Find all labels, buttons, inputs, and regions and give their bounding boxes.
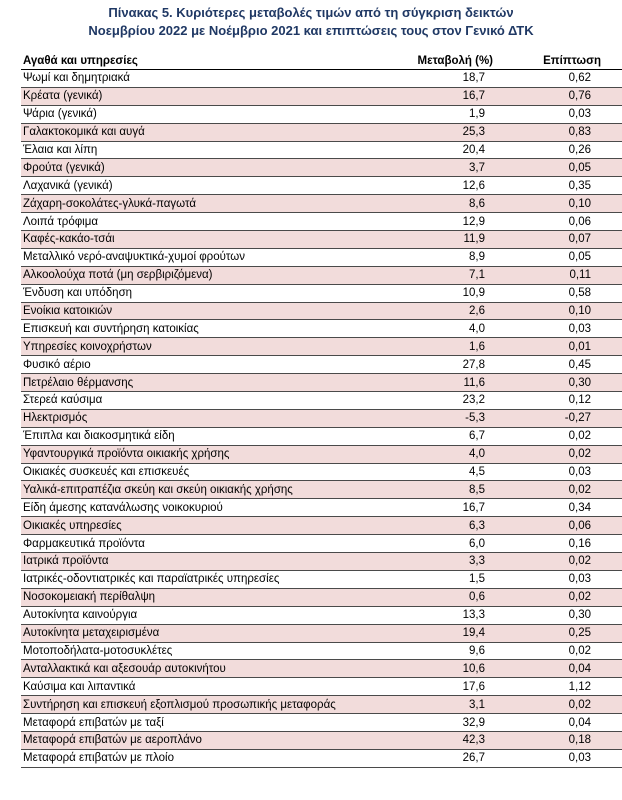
item-name-cell: Κρέατα (γενικά)	[21, 87, 363, 105]
change-percent-cell: 1,5	[363, 570, 511, 588]
header-goods-services: Αγαθά και υπηρεσίες	[21, 52, 363, 70]
change-percent-cell: 12,6	[363, 177, 511, 195]
table-row	[21, 231, 622, 249]
table-row	[21, 195, 622, 213]
impact-cell: 0,02	[511, 642, 622, 660]
change-percent-cell: 20,4	[363, 141, 511, 159]
item-name-cell: Ιατρικές-οδοντιατρικές και παραϊατρικές υπηρεσίες	[21, 570, 363, 588]
change-percent-cell: 27,8	[363, 356, 511, 374]
table-row	[21, 463, 622, 481]
table-row	[21, 481, 622, 499]
item-name-cell: Νοσοκομειακή περίθαλψη	[21, 588, 363, 606]
item-name-cell: Έλαια και λίπη	[21, 141, 363, 159]
item-name-cell: Συντήρηση και επισκευή εξοπλισμού προσωπικής μεταφοράς	[21, 696, 363, 714]
impact-cell: 0,18	[511, 731, 622, 749]
table-row	[21, 123, 622, 141]
change-percent-cell: 10,9	[363, 284, 511, 302]
item-name-cell: Λοιπά τρόφιμα	[21, 213, 363, 231]
item-name-cell: Ζάχαρη-σοκολάτες-γλυκά-παγωτά	[21, 195, 363, 213]
item-name-cell: Αυτοκίνητα καινούργια	[21, 606, 363, 624]
impact-cell: 0,30	[511, 374, 622, 392]
change-percent-cell: 32,9	[363, 714, 511, 732]
item-name-cell: Έπιπλα και διακοσμητικά είδη	[21, 427, 363, 445]
impact-cell: 0,34	[511, 499, 622, 517]
change-percent-cell: 12,9	[363, 213, 511, 231]
item-name-cell: Υαλικά-επιτραπέζια σκεύη και σκεύη οικιακής χρήσης	[21, 481, 363, 499]
table-row	[21, 606, 622, 624]
table-row	[21, 642, 622, 660]
item-name-cell: Μεταφορά επιβατών με αεροπλάνο	[21, 731, 363, 749]
table-row	[21, 517, 622, 535]
change-percent-cell: 23,2	[363, 392, 511, 410]
impact-cell: 0,16	[511, 535, 622, 553]
item-name-cell: Ψωμί και δημητριακά	[21, 70, 363, 88]
table-row	[21, 499, 622, 517]
impact-cell: 0,02	[511, 588, 622, 606]
impact-cell: 0,04	[511, 660, 622, 678]
change-percent-cell: 3,3	[363, 553, 511, 571]
impact-cell: 0,05	[511, 248, 622, 266]
impact-cell: 0,30	[511, 606, 622, 624]
change-percent-cell: 6,0	[363, 535, 511, 553]
impact-cell: 0,02	[511, 553, 622, 571]
change-percent-cell: 18,7	[363, 70, 511, 88]
table-title	[0, 4, 622, 40]
table-row	[21, 749, 622, 767]
impact-cell: 1,12	[511, 678, 622, 696]
table-row	[21, 588, 622, 606]
table-row	[21, 731, 622, 749]
impact-cell: 0,06	[511, 517, 622, 535]
impact-cell: 0,10	[511, 195, 622, 213]
item-name-cell: Ανταλλακτικά και αξεσουάρ αυτοκινήτου	[21, 660, 363, 678]
item-name-cell: Ψάρια (γενικά)	[21, 105, 363, 123]
item-name-cell: Ιατρικά προϊόντα	[21, 553, 363, 571]
table-row	[21, 374, 622, 392]
impact-cell: 0,01	[511, 338, 622, 356]
impact-cell: 0,12	[511, 392, 622, 410]
item-name-cell: Φαρμακευτικά προϊόντα	[21, 535, 363, 553]
impact-cell: 0,10	[511, 302, 622, 320]
item-name-cell: Υφαντουργικά προϊόντα οικιακής χρήσης	[21, 445, 363, 463]
impact-cell: 0,45	[511, 356, 622, 374]
change-percent-cell: 7,1	[363, 266, 511, 284]
table-row	[21, 356, 622, 374]
item-name-cell: Φυσικό αέριο	[21, 356, 363, 374]
item-name-cell: Μεταφορά επιβατών με ταξί	[21, 714, 363, 732]
impact-cell: 0,62	[511, 70, 622, 88]
table-row	[21, 660, 622, 678]
item-name-cell: Μοτοποδήλατα-μοτοσυκλέτες	[21, 642, 363, 660]
item-name-cell: Μεταφορά επιβατών με πλοίο	[21, 749, 363, 767]
change-percent-cell: 8,5	[363, 481, 511, 499]
table-row	[21, 624, 622, 642]
change-percent-cell: 26,7	[363, 749, 511, 767]
impact-cell: 0,07	[511, 231, 622, 249]
change-percent-cell: 3,1	[363, 696, 511, 714]
item-name-cell: Μεταλλικό νερό-αναψυκτικά-χυμοί φρούτων	[21, 248, 363, 266]
table-row	[21, 284, 622, 302]
impact-cell: 0,76	[511, 87, 622, 105]
table-row	[21, 445, 622, 463]
item-name-cell: Αλκοολούχα ποτά (μη σερβιριζόμενα)	[21, 266, 363, 284]
table-row	[21, 105, 622, 123]
table-row	[21, 70, 622, 88]
change-percent-cell: 0,6	[363, 588, 511, 606]
impact-cell: 0,83	[511, 123, 622, 141]
impact-cell: 0,02	[511, 481, 622, 499]
impact-cell: 0,58	[511, 284, 622, 302]
impact-cell: 0,03	[511, 570, 622, 588]
table-row	[21, 678, 622, 696]
table-row	[21, 409, 622, 427]
header-change-percent: Μεταβολή (%)	[363, 52, 511, 70]
impact-cell: 0,26	[511, 141, 622, 159]
table-title-line-2: Νοεμβρίου 2022 με Νοέμβριο 2021 και επιπτώσεις τους στον Γενικό ΔΤΚ	[88, 23, 534, 38]
item-name-cell: Αυτοκίνητα μεταχειρισμένα	[21, 624, 363, 642]
impact-cell: 0,25	[511, 624, 622, 642]
change-percent-cell: 11,6	[363, 374, 511, 392]
table-row	[21, 392, 622, 410]
change-percent-cell: 4,0	[363, 445, 511, 463]
change-percent-cell: 1,9	[363, 105, 511, 123]
item-name-cell: Οικιακές υπηρεσίες	[21, 517, 363, 535]
item-name-cell: Πετρέλαιο θέρμανσης	[21, 374, 363, 392]
change-percent-cell: 16,7	[363, 499, 511, 517]
change-percent-cell: 6,3	[363, 517, 511, 535]
change-percent-cell: 10,6	[363, 660, 511, 678]
table-row	[21, 248, 622, 266]
change-percent-cell: 17,6	[363, 678, 511, 696]
change-percent-cell: 13,3	[363, 606, 511, 624]
table-row	[21, 159, 622, 177]
table-row	[21, 213, 622, 231]
header-impact: Επίπτωση	[511, 52, 622, 70]
item-name-cell: Είδη άμεσης κατανάλωσης νοικοκυριού	[21, 499, 363, 517]
item-name-cell: Ενοίκια κατοικιών	[21, 302, 363, 320]
change-percent-cell: 11,9	[363, 231, 511, 249]
impact-cell: 0,05	[511, 159, 622, 177]
change-percent-cell: 1,6	[363, 338, 511, 356]
change-percent-cell: 4,5	[363, 463, 511, 481]
table-row	[21, 696, 622, 714]
table-row	[21, 320, 622, 338]
table-header-row	[21, 52, 622, 70]
impact-cell: 0,04	[511, 714, 622, 732]
item-name-cell: Γαλακτοκομικά και αυγά	[21, 123, 363, 141]
table-row	[21, 141, 622, 159]
change-percent-cell: 6,7	[363, 427, 511, 445]
item-name-cell: Ηλεκτρισμός	[21, 409, 363, 427]
item-name-cell: Οικιακές συσκευές και επισκευές	[21, 463, 363, 481]
change-percent-cell: -5,3	[363, 409, 511, 427]
change-percent-cell: 4,0	[363, 320, 511, 338]
table-row	[21, 570, 622, 588]
table-title-line-1: Πίνακας 5. Κυριότερες μεταβολές τιμών από τη σύγκριση δεικτών	[108, 5, 514, 20]
change-percent-cell: 8,6	[363, 195, 511, 213]
impact-cell: 0,03	[511, 105, 622, 123]
item-name-cell: Στερεά καύσιμα	[21, 392, 363, 410]
change-percent-cell: 3,7	[363, 159, 511, 177]
item-name-cell: Υπηρεσίες κοινοχρήστων	[21, 338, 363, 356]
table-row	[21, 87, 622, 105]
table-row	[21, 338, 622, 356]
table-row	[21, 427, 622, 445]
table-body	[21, 70, 622, 768]
change-percent-cell: 16,7	[363, 87, 511, 105]
impact-cell: 0,11	[511, 266, 622, 284]
impact-cell: 0,03	[511, 320, 622, 338]
item-name-cell: Φρούτα (γενικά)	[21, 159, 363, 177]
item-name-cell: Καφές-κακάο-τσάι	[21, 231, 363, 249]
impact-cell: -0,27	[511, 409, 622, 427]
item-name-cell: Λαχανικά (γενικά)	[21, 177, 363, 195]
impact-cell: 0,02	[511, 427, 622, 445]
item-name-cell: Ένδυση και υπόδηση	[21, 284, 363, 302]
change-percent-cell: 42,3	[363, 731, 511, 749]
price-changes-table	[21, 52, 622, 768]
table-row	[21, 553, 622, 571]
table-row	[21, 535, 622, 553]
change-percent-cell: 25,3	[363, 123, 511, 141]
change-percent-cell: 8,9	[363, 248, 511, 266]
change-percent-cell: 2,6	[363, 302, 511, 320]
impact-cell: 0,03	[511, 749, 622, 767]
item-name-cell: Επισκευή και συντήρηση κατοικίας	[21, 320, 363, 338]
item-name-cell: Καύσιμα και λιπαντικά	[21, 678, 363, 696]
table-row	[21, 302, 622, 320]
table-row	[21, 266, 622, 284]
impact-cell: 0,35	[511, 177, 622, 195]
change-percent-cell: 19,4	[363, 624, 511, 642]
table-row	[21, 177, 622, 195]
impact-cell: 0,02	[511, 696, 622, 714]
table-row	[21, 714, 622, 732]
impact-cell: 0,03	[511, 463, 622, 481]
impact-cell: 0,06	[511, 213, 622, 231]
impact-cell: 0,02	[511, 445, 622, 463]
change-percent-cell: 9,6	[363, 642, 511, 660]
